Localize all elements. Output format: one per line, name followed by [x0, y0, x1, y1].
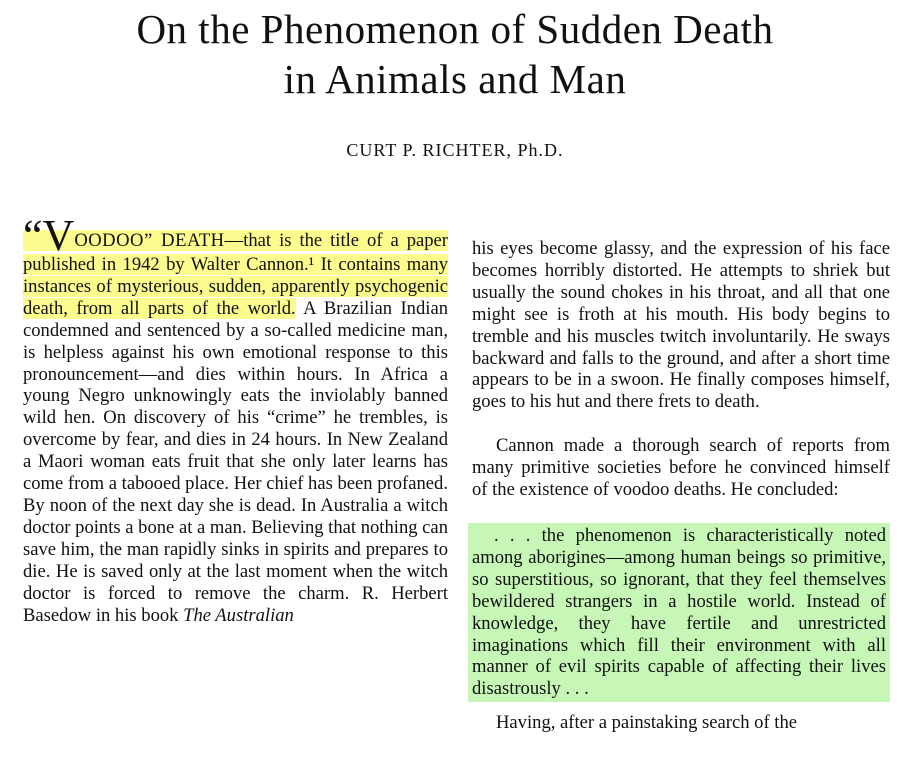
dropcap-quote: “ [23, 211, 43, 260]
article-title [0, 4, 910, 104]
title-line-1: On the Phenomenon of Sudden Death [136, 6, 774, 52]
author-byline: CURT P. RICHTER, Ph.D. [346, 140, 564, 160]
right-paragraph-1: his eyes become glassy, and the expression of his face becomes horribly distorted. He attempts to shriek but usually the sound chokes in his throat, and all that one might see is froth at his mouth. His body begins to tremble and his muscles twitch involuntarily. He sways backward and falls to the ground, and after a short time appears to be in a swoon. He finally composes himself, goes to his hut and there frets to death. [472, 238, 890, 413]
left-column [23, 211, 448, 626]
right-paragraph-2: Cannon made a thorough search of reports from many primitive societies before he convinced himself of the existence of voodoo deaths. He concluded: [472, 435, 890, 501]
title-line-2: in Animals and Man [283, 56, 627, 102]
lead-smallcaps: OODOO” DEATH [74, 230, 225, 251]
right-paragraph-3: Having, after a painstaking search of the [496, 712, 797, 734]
right-column [472, 238, 890, 734]
highlighted-text: —that is the title of a paper published in 1942 by Walter Cannon.¹ It contains many instances of mysterious, sudden, apparently psychogenic death, from all parts of the world. [23, 230, 448, 319]
body-text: A Brazilian Indian condemned and sentenced by a so-called medicine man, is helpless against his own emotional response to this pronouncement—and dies within hours. In Africa a young Negro unknowingly eats the inviolably banned wild hen. On discovery of his “crime” he trembles, is overcome by fear, and dies in 24 hours. In New Zealand a Maori woman eats fruit that she only later learns has come from a tabooed place. Her chief has been profaned. By noon of the next day she is dead. In Australia a witch doctor points a bone at a man. Believing that nothing can save him, the man rapidly sinks in spirits and prepares to die. He is saved only at the last moment when the witch doctor is forced to remove the charm. R. Herbert Basedow in his book [23, 297, 448, 626]
dropcap-letter: V [42, 211, 75, 260]
book-title: The Australian [183, 604, 294, 626]
green-highlight-quote: . . . the phenomenon is characteristically noted among aborigines—among human beings so primitive, so superstitious, so ignorant, that they feel themselves bewildered strangers in a hostile world. Instead of knowledge, they have fertile and unrestricted imaginations which fill their environment with all manner of evil spirits capable of affecting their lives disastrously . . . [468, 523, 890, 702]
opening-paragraph [23, 211, 448, 626]
